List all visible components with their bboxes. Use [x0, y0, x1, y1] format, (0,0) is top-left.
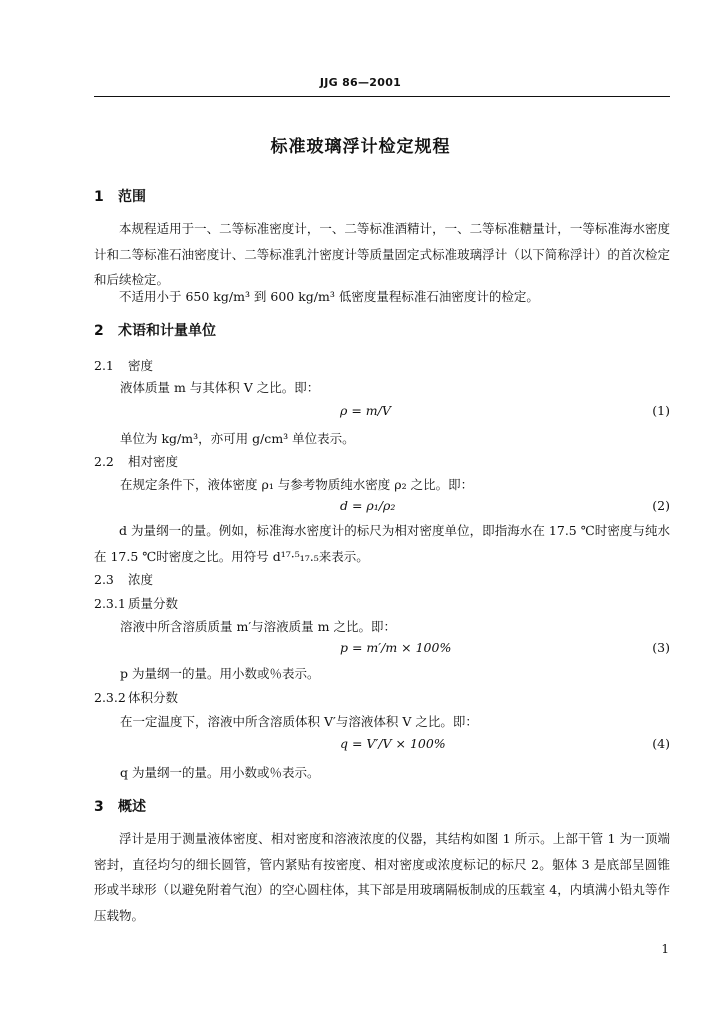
section-number: 1 — [94, 189, 104, 205]
equation-formula: d = ρ₁/ρ₂ — [340, 498, 396, 513]
subsection-number: 2.1 — [94, 358, 114, 373]
document-title: 标准玻璃浮计检定规程 — [270, 137, 451, 157]
subsection-2-3-1-heading — [94, 594, 178, 612]
equation-formula: ρ = m/V — [340, 403, 391, 418]
density-unit-note: 单位为 kg/m³，亦可用 g/cm³ 单位表示。 — [120, 431, 355, 446]
section-1-heading — [94, 186, 146, 206]
section-number: 2 — [94, 323, 104, 339]
section-number: 3 — [94, 799, 104, 815]
section-1-paragraph-2: 不适用小于 650 kg/m³ 到 600 kg/m³ 低密度量程标准石油密度计的检定。 — [119, 289, 539, 304]
section-title: 范围 — [118, 189, 146, 205]
equation-number: (3) — [652, 640, 670, 655]
section-title: 概述 — [118, 799, 146, 815]
volume-fraction-note: q 为量纲一的量。用小数或％表示。 — [120, 765, 320, 780]
equation-formula: p = m′/m × 100% — [340, 640, 452, 655]
subsection-number: 2.2 — [94, 454, 114, 469]
relative-density-definition: 在规定条件下，液体密度 ρ₁ 与参考物质纯水密度 ρ₂ 之比。即： — [120, 477, 474, 492]
equation-number: (4) — [652, 736, 670, 751]
subsection-2-2-heading — [94, 452, 178, 470]
subsection-2-1-heading — [94, 356, 153, 374]
density-definition: 液体质量 m 与其体积 V 之比。即： — [120, 380, 320, 395]
subsection-2-3-2-heading — [94, 688, 178, 706]
equation-number: (1) — [652, 403, 670, 418]
section-title: 术语和计量单位 — [118, 323, 216, 339]
subsection-2-3-heading — [94, 570, 153, 588]
subsection-number: 2.3.2 — [94, 690, 126, 705]
subsection-number: 2.3 — [94, 572, 114, 587]
subsection-title: 密度 — [128, 358, 154, 373]
subsection-title: 浓度 — [128, 572, 154, 587]
section-3-paragraph-1: 浮计是用于测量液体密度、相对密度和溶液浓度的仪器，其结构如图 1 所示。上部干管 1 为一顶端密封，直径均匀的细长圆管，管内紧贴有按密度、相对密度或浓度标记的标尺 2。躯体 3 是底部呈圆锥形或半球形（以避免附着气泡）的空心圆柱体，其下部是用玻璃隔板制成的压载室 4，内填满小铅丸等作压载物。 — [94, 831, 670, 923]
section-3-heading — [94, 796, 146, 816]
section-2-heading — [94, 320, 216, 340]
relative-density-note: d 为量纲一的量。例如，标准海水密度计的标尺为相对密度单位，即指海水在 17.5 ℃时密度与纯水在 17.5 ℃时密度之比。用符号 d¹⁷·⁵₁₇.₅来表示。 — [94, 523, 670, 564]
equation-formula: q = V′/V × 100% — [340, 736, 446, 751]
page-number: 1 — [661, 942, 669, 956]
header-rule — [94, 96, 670, 97]
subsection-title: 体积分数 — [128, 690, 179, 705]
subsection-number: 2.3.1 — [94, 596, 126, 611]
mass-fraction-definition: 溶液中所含溶质质量 m′与溶液质量 m 之比。即： — [120, 619, 396, 634]
subsection-title: 质量分数 — [128, 596, 179, 611]
equation-number: (2) — [652, 498, 670, 513]
volume-fraction-definition: 在一定温度下，溶液中所含溶质体积 V′与溶液体积 V 之比。即： — [120, 714, 478, 729]
section-1-paragraph-1: 本规程适用于一、二等标准密度计，一、二等标准酒精计，一、二等标准糖量计，一等标准海水密度计和二等标准石油密度计、二等标准乳汁密度计等质量固定式标准玻璃浮计（以下简称浮计）的首次检定和后续检定。 — [94, 221, 670, 287]
running-header: JJG 86—2001 — [319, 76, 402, 89]
mass-fraction-note: p 为量纲一的量。用小数或％表示。 — [120, 666, 320, 681]
subsection-title: 相对密度 — [128, 454, 179, 469]
